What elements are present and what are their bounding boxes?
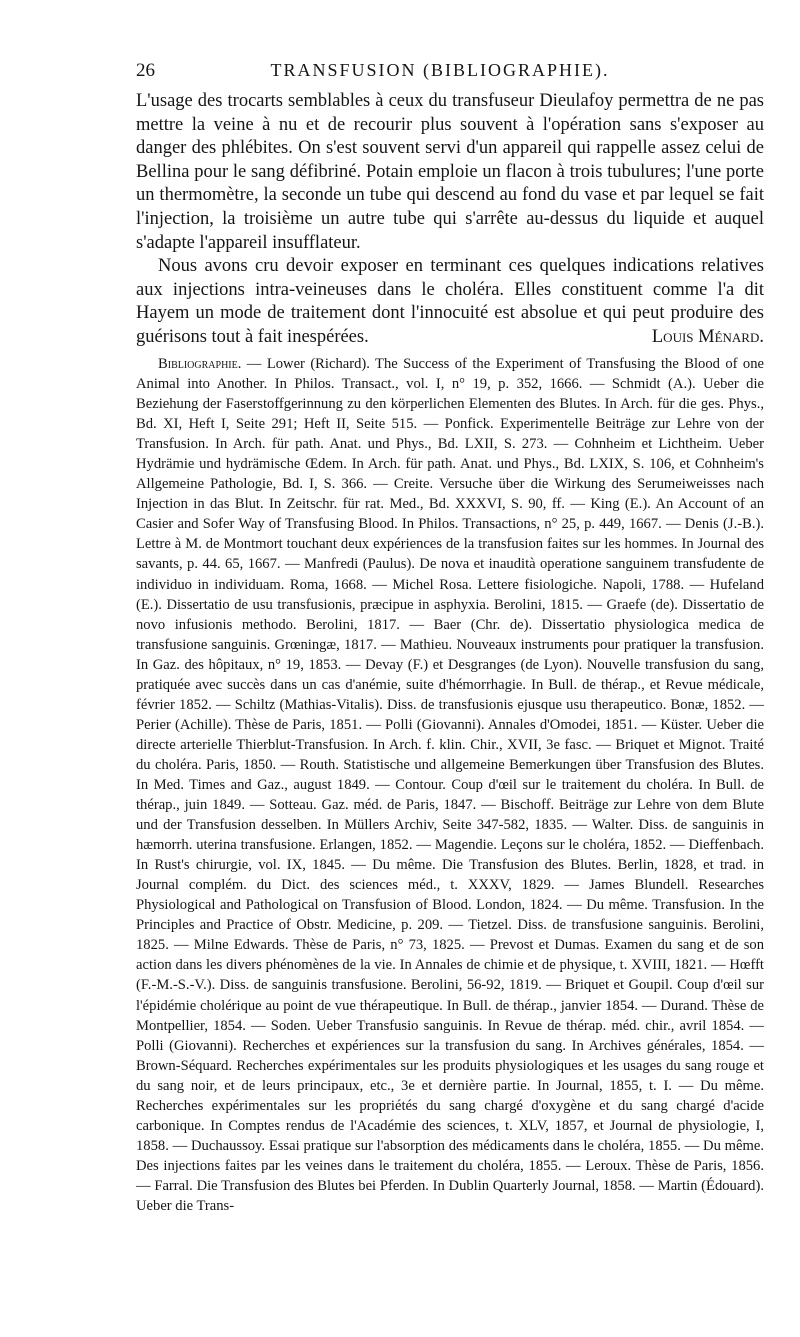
author-signature: Louis Ménard. — [651, 326, 764, 347]
paragraph: L'usage des trocarts semblables à ceux du transfuseur Dieulafoy permettra de ne pas mettre la veine à nu et de recourir plus souvent à l'opération sans s'exposer au danger des phlébites. On s'est souvent servi d'un appareil qui rappelle assez celui de Bellina pour le sang défibriné. Potain emploie un flacon à trois tubulures; l'une porte un thermomètre, la seconde un tube qui descend au fond du vase et par lequel se fait l'injection, la troisième un autre tube qui s'arrête au-dessus du liquide et auquel s'adapte l'appareil insufflateur. — [136, 91, 764, 253]
bibliography-label: Bibliographie. — [158, 356, 242, 372]
paragraph — [136, 255, 764, 349]
page-number: 26 — [136, 60, 155, 81]
page-header — [136, 60, 744, 84]
bibliography-text: — Lower (Richard). The Success of the Experiment of Transfusing the Blood of one Animal into Another. In Philos. Transact., vol. I, n° 19, p. 352, 1666. — Schmidt (A.). Ueber die Beziehung der Faserstoffgerinnung zu den körperlichen Elementen des Blutes. In Arch. für die ges. Phys., Bd. XI, Heft I, Seite 291; Heft II, Seite 515. — Ponfick. Experimentelle Beiträge zur Lehre von der Transfusion. In Arch. für path. Anat. und Phys., Bd. LXII, S. 273. — Cohnheim et Lichtheim. Ueber Hydrämie und hydrämische Œdem. In Arch. für path. Anat. und Phys., Bd. LXIX, S. 106, et Cohnheim's Allgemeine Pathologie, Bd. I, S. 366. — Creite. Versuche über die Wirkung des Serumeiweisses nach Injection in das Blut. In Zeitschr. für rat. Med., Bd. XXXVI, S. 90, ff. — King (E.). An Account of an Casier and Sofer Way of Transfusing Blood. In Philos. Transactions, n° 25, p. 449, 1667. — Denis (J.-B.). Lettre à M. de Montmort touchant deux expériences de la transfusion faites sur les hommes. In Journal des savants, p. 44. 65, 1667. — Manfredi (Paulus). De nova et inaudità operatione sanguinem transfudente de individuo in individuam. Roma, 1668. — Michel Rosa. Lettere fisiologiche. Napoli, 1788. — Hufeland (E.). Dissertatio de usu transfusionis, præcipue in asphyxia. Berolini, 1815. — Graefe (de). Dissertatio de novo infusionis methodo. Berolini, 1817. — Baer (Chr. de). Dissertatio physiologica medica de transfusione sanguinis. Grœningæ, 1817. — Mathieu. Nouveaux instruments pour pratiquer la transfusion. In Gaz. des hôpitaux, n° 19, 1853. — Devay (F.) et Desgranges (de Lyon). Nouvelle transfusion du sang, pratiquée avec succès dans un cas d'anémie, suite d'hémorrhagie. In Bull. de thérap., et Revue médicale, février 1852. — Schiltz (Mathias-Vitalis). Diss. de transfusionis ejusque usu therapeutico. Bonæ, 1852. — Perier (Achille). Thèse de Paris, 1851. — Polli (Giovanni). Annales d'Omodei, 1851. — Küster. Ueber die directe arterielle Thierblut-Transfusion. In Arch. f. klin. Chir., XVII, 3e fasc. — Briquet et Mignot. Traité du choléra. Paris, 1850. — Routh. Statistische und allgemeine Bemerkungen über Transfusion des Blutes. In Med. Times and Gaz., august 1849. — Contour. Coup d'œil sur le traitement du choléra. In Bull. de thérap., juin 1849. — Sotteau. Gaz. méd. de Paris, 1847. — Bischoff. Beiträge zur Lehre von dem Blute und der Transfusion desselben. In Müllers Archiv, Seite 347-582, 1835. — Walter. Diss. de sanguinis in hæmorrh. uterina transfusione. Erlangen, 1852. — Magendie. Leçons sur le choléra, 1852. — Dieffenbach. In Rust's chirurgie, vol. IX, 1845. — Du même. Die Transfusion des Blutes. Berlin, 1828, et trad. in Journal complém. du Dict. des sciences méd., t. XXXV, 1829. — James Blundell. Researches Physiological and Pathological on Transfusion of Blood. London, 1824. — Du même. Transfusion. In the Principles and Practice of Obstr. Medicine, p. 209. — Tietzel. Diss. de transfusione sanguinis. Berolini, 1825. — Milne Edwards. Thèse de Paris, n° 73, 1825. — Prevost et Dumas. Examen du sang et de son action dans les divers phénomènes de la vie. In Annales de chimie et de physique, t. XVIII, 1821. — Hœfft (F.-M.-S.-V.). Diss. de sanguinis transfusione. Berolini, 56-92, 1819. — Briquet et Goupil. Coup d'œil sur l'épidémie cholérique au point de vue thérapeutique. In Bull. de thérap., janvier 1854. — Durand. Thèse de Montpellier, 1854. — Soden. Ueber Transfusio sanguinis. In Revue de thérap. méd. chir., avril 1854. — Polli (Giovanni). Recherches et expériences sur la transfusion du sang. In Archives générales, 1854. — Brown-Séquard. Recherches expérimentales sur les produits physiologiques et les usages du sang rouge et du sang noir, et de leurs principaux, etc., 3e et dernière partie. In Journal, 1855, t. I. — Du même. Recherches expérimentales sur les propriétés du sang chargé d'oxygène et du sang chargé d'acide carbonique. In Comptes rendus de l'Académie des sciences, t. XLV, 1857, et Journal de physiologie, I, 1858. — Duchaussoy. Essai pratique sur l'absorption des médicaments dans le choléra, 1855. — Du même. Des injections faites par les veines dans le traitement du choléra, 1855. — Leroux. Thèse de Paris, 1856. — Farral. Die Transfusion des Blutes bei Pferden. In Dublin Quarterly Journal, 1858. — Martin (Édouard). Ueber die Trans- — [136, 356, 764, 1214]
bibliography — [136, 354, 764, 1216]
body-text — [136, 90, 764, 350]
bibliography-paragraph — [136, 354, 764, 1216]
paragraph-text: Nous avons cru devoir exposer en terminant ces quelques indications relatives aux injections intra-veineuses dans le choléra. Elles constituent comme l'a dit Hayem un mode de traitement dont l'innocuité est absolue et qui peut produire des guérisons tout à fait inespérées. — [136, 256, 764, 347]
running-head: TRANSFUSION (BIBLIOGRAPHIE). — [270, 60, 610, 80]
